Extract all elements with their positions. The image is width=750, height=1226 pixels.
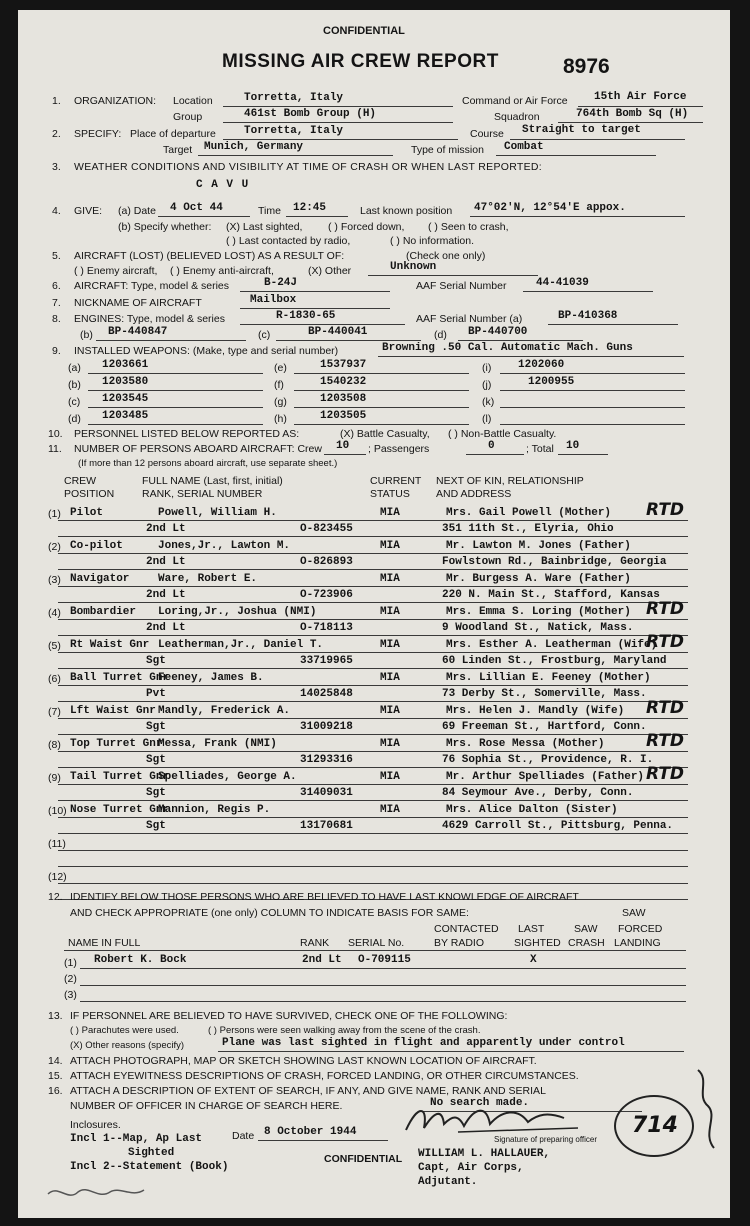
crew-next-of-kin: Mr. Lawton M. Jones (Father): [446, 540, 631, 552]
inclosure-1: Incl 1--Map, Ap Last: [70, 1133, 203, 1145]
weapon-serial: 1203505: [320, 410, 367, 422]
crew-name: Ware, Robert E.: [158, 573, 258, 585]
crew-position: Lft Waist Gnr: [70, 705, 156, 717]
crew-status: MIA: [380, 606, 400, 618]
crew-count: 10: [336, 440, 350, 452]
crew-serial: 31009218: [300, 721, 353, 733]
crew-status: MIA: [380, 672, 400, 684]
crew-status: MIA: [380, 540, 400, 552]
crew-status: MIA: [380, 804, 400, 816]
handwritten-annotation: [688, 1060, 728, 1160]
passenger-count: 0: [488, 440, 495, 452]
crew-number: (7): [48, 706, 61, 718]
weather-value: C A V U: [196, 179, 250, 191]
form-title: MISSING AIR CREW REPORT: [222, 51, 499, 72]
crew-rank: 2nd Lt: [146, 523, 186, 535]
report-page: CONFIDENTIAL MISSING AIR CREW REPORT 8976 1. ORGANIZATION: Location Torretta, Italy Command or Air Force 15th Air Force Group 461st Bomb Group (H) Squadron 764th Bomb Sq (H) 2. SPECIFY: Place of departure Torretta, Italy Course Straight to target Target Munich, Germany Type of mission Combat 3. WEATHER CONDITIONS AND VISIBILITY AT TIME OF CRASH OR WHEN LAST REPORTED: C A V U 4. GIVE: (a) Date 4 Oct 44 Time 12:45 Last known position 47°02'N, 12°54'E appox. (b) Specify whether: (X) Last sighted, ( ) Forced down, ( ) Seen to crash, ( ) Last contacted by radio, ( ) No information. 5. AIRCRAFT (LOST) (BELIEVED LOST) AS A RESULT OF: (Check one only) ( ) Enemy aircraft, ( ) Enemy anti-aircraft, (X) Other Unknown 6. AIRCRAFT: Type, model & series B-24J AAF Serial Number 44-41039 7. NICKNAME OF AIRCRAFT Mailbox 8. ENGINES: Type, model & series R-1830-65 AAF Serial Number (a) BP-410368 (b) BP-440847 (c) BP-440041 (d) BP-440700 9. INSTALLED WEAPONS: (Make, type and serial number) Browning .50 Cal. Automatic Mach. Guns (a) 1203661 (b) 1203580 (c) 1203545 (d) 1203485 (e) 1537937 (f) 1540232 (g) 1203508 (h) 1203505 (i) 1202060 (j) 1200955 (k) (l) 10. PERSONNEL LISTED BELOW REPORTED AS: (X) Battle Casualty, ( ) Non-Battle Casualty. 11. NUMBER OF PERSONS ABOARD AIRCRAFT: Crew 10 ; Passengers 0 ; Total 10 (If more than 12 persons aboard aircraft, use separate sheet.) CREW POSITION FULL NAME (Last, first, initial) RANK, SERIAL NUMBER CURRENT STATUS NEXT OF KIN, RELATIONSHIP AND ADDRESS (1) Pilot Powell, William H. MIA Mrs. Gail Powell (Mother) 2nd Lt O-823455 351 11th St., Elyria, Ohio RTD (2) Co-pilot Jones,Jr., Lawton M. MIA Mr. Lawton M. Jones (Father) 2nd Lt O-826893 Fowlstown Rd., Bainbridge, Georgia (3) Navigator Ware, Robert E. MIA Mr. Burgess A. Ware (Father) 2nd Lt O-723906 220 N. Main St., Stafford, Kansas (4) Bombardier Loring,Jr., Joshua (NMI) MIA Mrs. Emma S. Loring (Mother) 2nd Lt O-718113 9 Woodland St., Natick, Mass. RTD (5) Rt Waist Gnr Leatherman,Jr., Daniel T. MIA Mrs. Esther A. Leatherman (Wife) Sgt 33719965 60 Linden St., Frostburg, Maryland RTD (6) Ball Turret Gnr Feeney, James B. MIA Mrs. Lillian E. Feeney (Mother) Pvt 14025848 73 Derby St., Somerville, Mass. (7) Lft Waist Gnr Mandly, Frederick A. MIA Mrs. Helen J. Mandly (Wife) Sgt 31009218 69 Freeman St., Hartford, Conn. RTD (8) Top Turret Gnr Messa, Frank (NMI) MIA Mrs. Rose Messa (Mother) Sgt 31293316 76 Sophia St., Providence, R. I. RTD (9) Tail Turret Gnr Spelliades, George A. MIA Mr. Arthur Spelliades (Father) Sgt 31409031 84 Seymour Ave., Derby, Conn. RTD (10) Nose Turret Gnr Mannion, Regis P. MIA Mrs. Alice Dalton (Sister) Sgt 13170681 4629 Carroll St., Pittsburg, Penna. (11) (12) 12. IDENTIFY BELOW THOSE PERSONS WHO ARE BELIEVED TO HAVE LAST KNOWLEDGE OF AIRCRAFT AND CHECK APPROPRIATE (one only) COLUMN TO INDICATE BASIS FOR SAME: SAW CONTACTED LAST SAW FORCED NAME IN FULL RANK SERIAL No. BY RADIO SIGHTED CRASH LANDING (1) Robert K. Bock 2nd Lt O-709115 X (2) (3) 13. IF PERSONNEL ARE BELIEVED TO HAVE SURVIVED, CHECK ONE OF THE FOLLOWING: ( ) Parachutes were used. ( ) Persons were seen walking away from the scene of the crash. (X) Other reasons (specify) Plane was last sighted in flight and apparently under control 14. ATTACH PHOTOGRAPH, MAP OR SKETCH SHOWING LAST KNOWN LOCATION OF AIRCRAFT. 15. ATTACH EYEWITNESS DESCRIPTIONS OF CRASH, FORCED LANDING, OR OTHER CIRCUMSTANCES. 16. ATTACH A DESCRIPTION OF EXTENT OF SEARCH, IF ANY, AND GIVE NAME, RANK AND SERIAL NUMBER OF OFFICER IN CHARGE OF SEARCH HERE. No search made. Inclosures. Incl 1--Map, Ap Last Sighted Incl 2--Statement (Book) Date 8 October 1944 CONFIDENTIAL Signature of preparing officer WILLIAM L. HALLAUER, Capt, Air Corps, Adjutant. 714: [18, 10, 730, 1218]
crew-next-of-kin: Mrs. Emma S. Loring (Mother): [446, 606, 631, 618]
total-count: 10: [566, 440, 580, 452]
rtd-annotation: RTD: [646, 500, 685, 520]
aircraft-serial: 44-41039: [536, 277, 589, 289]
aircraft-type: B-24J: [264, 277, 298, 289]
crew-serial: 14025848: [300, 688, 353, 700]
crew-next-of-kin: Mrs. Alice Dalton (Sister): [446, 804, 618, 816]
crew-address: 84 Seymour Ave., Derby, Conn.: [442, 787, 634, 799]
crew-name: Spelliades, George A.: [158, 771, 297, 783]
witness-serial: O-709115: [358, 954, 411, 966]
crew-position: Bombardier: [70, 606, 137, 618]
crew-position: Top Turret Gnr: [70, 738, 163, 750]
crew-next-of-kin: Mrs. Rose Messa (Mother): [446, 738, 605, 750]
weapon-serial: 1202060: [518, 359, 565, 371]
witness-rank: 2nd Lt: [302, 954, 342, 966]
crew-address: 69 Freeman St., Hartford, Conn.: [442, 721, 647, 733]
crew-number: (12): [48, 871, 67, 883]
rtd-annotation: RTD: [646, 698, 685, 718]
rtd-annotation: RTD: [646, 731, 685, 751]
course: Straight to target: [522, 124, 641, 136]
crew-name: Mandly, Frederick A.: [158, 705, 291, 717]
crew-status: MIA: [380, 738, 400, 750]
date-value: 4 Oct 44: [170, 202, 223, 214]
crew-next-of-kin: Mr. Arthur Spelliades (Father): [446, 771, 645, 783]
crew-rank: Pvt: [146, 688, 166, 700]
search-note: No search made.: [430, 1097, 530, 1109]
file-stamp: 714: [614, 1095, 694, 1157]
crew-address: 76 Sophia St., Providence, R. I.: [442, 754, 654, 766]
survival-reason: Plane was last sighted in flight and apparently under control: [222, 1037, 625, 1049]
report-number: 8976: [563, 55, 610, 78]
crew-serial: 31409031: [300, 787, 353, 799]
report-date: 8 October 1944: [264, 1126, 357, 1138]
crew-status: MIA: [380, 771, 400, 783]
org-location: Torretta, Italy: [244, 92, 344, 104]
crew-number: (9): [48, 772, 61, 784]
crew-address: 9 Woodland St., Natick, Mass.: [442, 622, 634, 634]
crew-status: MIA: [380, 507, 400, 519]
engine-type: R-1830-65: [276, 310, 336, 322]
crew-rank: Sgt: [146, 655, 166, 667]
crew-rank: Sgt: [146, 721, 166, 733]
weapon-serial: 1203508: [320, 393, 367, 405]
inclosure-2: Incl 2--Statement (Book): [70, 1161, 229, 1173]
confidential-mark: CONFIDENTIAL: [323, 25, 405, 37]
crew-name: Mannion, Regis P.: [158, 804, 271, 816]
crew-rank: 2nd Lt: [146, 556, 186, 568]
confidential-footer: CONFIDENTIAL: [324, 1153, 403, 1165]
org-command: 15th Air Force: [594, 91, 687, 103]
departure: Torretta, Italy: [244, 125, 344, 137]
last-position: 47°02'N, 12°54'E appox.: [474, 202, 626, 214]
weapon-serial: 1203580: [102, 376, 149, 388]
rtd-annotation: RTD: [646, 632, 685, 652]
crew-number: (4): [48, 607, 61, 619]
crew-position: Nose Turret Gnr: [70, 804, 170, 816]
crew-next-of-kin: Mrs. Helen J. Mandly (Wife): [446, 705, 625, 717]
crew-position: Pilot: [70, 507, 104, 519]
crew-name: Leatherman,Jr., Daniel T.: [158, 639, 324, 651]
weapon-serial: 1203661: [102, 359, 149, 371]
engine-a: BP-410368: [558, 310, 618, 322]
officer-rank: Capt, Air Corps,: [418, 1162, 524, 1174]
time-value: 12:45: [293, 202, 327, 214]
engine-b: BP-440847: [108, 326, 168, 338]
crew-name: Messa, Frank (NMI): [158, 738, 277, 750]
crew-serial: O-718113: [300, 622, 353, 634]
weapon-serial: 1540232: [320, 376, 367, 388]
crew-name: Loring,Jr., Joshua (NMI): [158, 606, 317, 618]
crew-number: (11): [48, 838, 66, 850]
crew-address: Fowlstown Rd., Bainbridge, Georgia: [442, 556, 667, 568]
target: Munich, Germany: [204, 141, 304, 153]
weapons-type: Browning .50 Cal. Automatic Mach. Guns: [382, 342, 633, 354]
crew-number: (1): [48, 508, 61, 520]
crew-status: MIA: [380, 573, 400, 585]
org-squadron: 764th Bomb Sq (H): [576, 108, 689, 120]
crew-address: 60 Linden St., Frostburg, Maryland: [442, 655, 667, 667]
weapon-serial: 1537937: [320, 359, 367, 371]
crew-rank: 2nd Lt: [146, 589, 186, 601]
crew-name: Powell, William H.: [158, 507, 277, 519]
mission-type: Combat: [504, 141, 544, 153]
crew-address: 4629 Carroll St., Pittsburg, Penna.: [442, 820, 674, 832]
crew-serial: 13170681: [300, 820, 353, 832]
crew-address: 220 N. Main St., Stafford, Kansas: [442, 589, 660, 601]
crew-status: MIA: [380, 639, 400, 651]
crew-position: Navigator: [70, 573, 130, 585]
crew-number: (3): [48, 574, 61, 586]
rtd-annotation: RTD: [646, 599, 685, 619]
crew-rank: 2nd Lt: [146, 622, 186, 634]
crew-serial: O-823455: [300, 523, 353, 535]
crew-number: (5): [48, 640, 61, 652]
aircraft-nickname: Mailbox: [250, 294, 297, 306]
officer-title: Adjutant.: [418, 1176, 478, 1188]
crew-position: Co-pilot: [70, 540, 123, 552]
crew-next-of-kin: Mrs. Lillian E. Feeney (Mother): [446, 672, 651, 684]
crew-position: Ball Turret Gnr: [70, 672, 170, 684]
inclosure-1-cont: Sighted: [128, 1147, 175, 1159]
crew-rank: Sgt: [146, 754, 166, 766]
crew-status: MIA: [380, 705, 400, 717]
loss-cause: Unknown: [390, 261, 437, 273]
crew-position: Tail Turret Gnr: [70, 771, 170, 783]
weapon-serial: 1203545: [102, 393, 149, 405]
crew-number: (8): [48, 739, 61, 751]
crew-rank: Sgt: [146, 787, 166, 799]
weapon-serial: 1200955: [528, 376, 575, 388]
handwritten-annotation: [44, 1180, 154, 1208]
witness-name: Robert K. Bock: [94, 954, 187, 966]
last-sighted-mark: X: [530, 954, 537, 966]
engine-c: BP-440041: [308, 326, 368, 338]
crew-serial: O-826893: [300, 556, 353, 568]
crew-position: Rt Waist Gnr: [70, 639, 150, 651]
crew-rank: Sgt: [146, 820, 166, 832]
engine-d: BP-440700: [468, 326, 528, 338]
rtd-annotation: RTD: [646, 764, 685, 784]
crew-number: (10): [48, 805, 67, 817]
crew-serial: O-723906: [300, 589, 353, 601]
crew-serial: 33719965: [300, 655, 353, 667]
crew-next-of-kin: Mrs. Gail Powell (Mother): [446, 507, 612, 519]
crew-serial: 31293316: [300, 754, 353, 766]
crew-address: 351 11th St., Elyria, Ohio: [442, 523, 614, 535]
crew-name: Jones,Jr., Lawton M.: [158, 540, 291, 552]
org-group: 461st Bomb Group (H): [244, 108, 377, 120]
officer-name: WILLIAM L. HALLAUER,: [418, 1148, 551, 1160]
weapon-serial: 1203485: [102, 410, 149, 422]
crew-name: Feeney, James B.: [158, 672, 264, 684]
crew-next-of-kin: Mr. Burgess A. Ware (Father): [446, 573, 631, 585]
crew-number: (2): [48, 541, 61, 553]
crew-address: 73 Derby St., Somerville, Mass.: [442, 688, 647, 700]
crew-next-of-kin: Mrs. Esther A. Leatherman (Wife): [446, 639, 658, 651]
crew-number: (6): [48, 673, 61, 685]
